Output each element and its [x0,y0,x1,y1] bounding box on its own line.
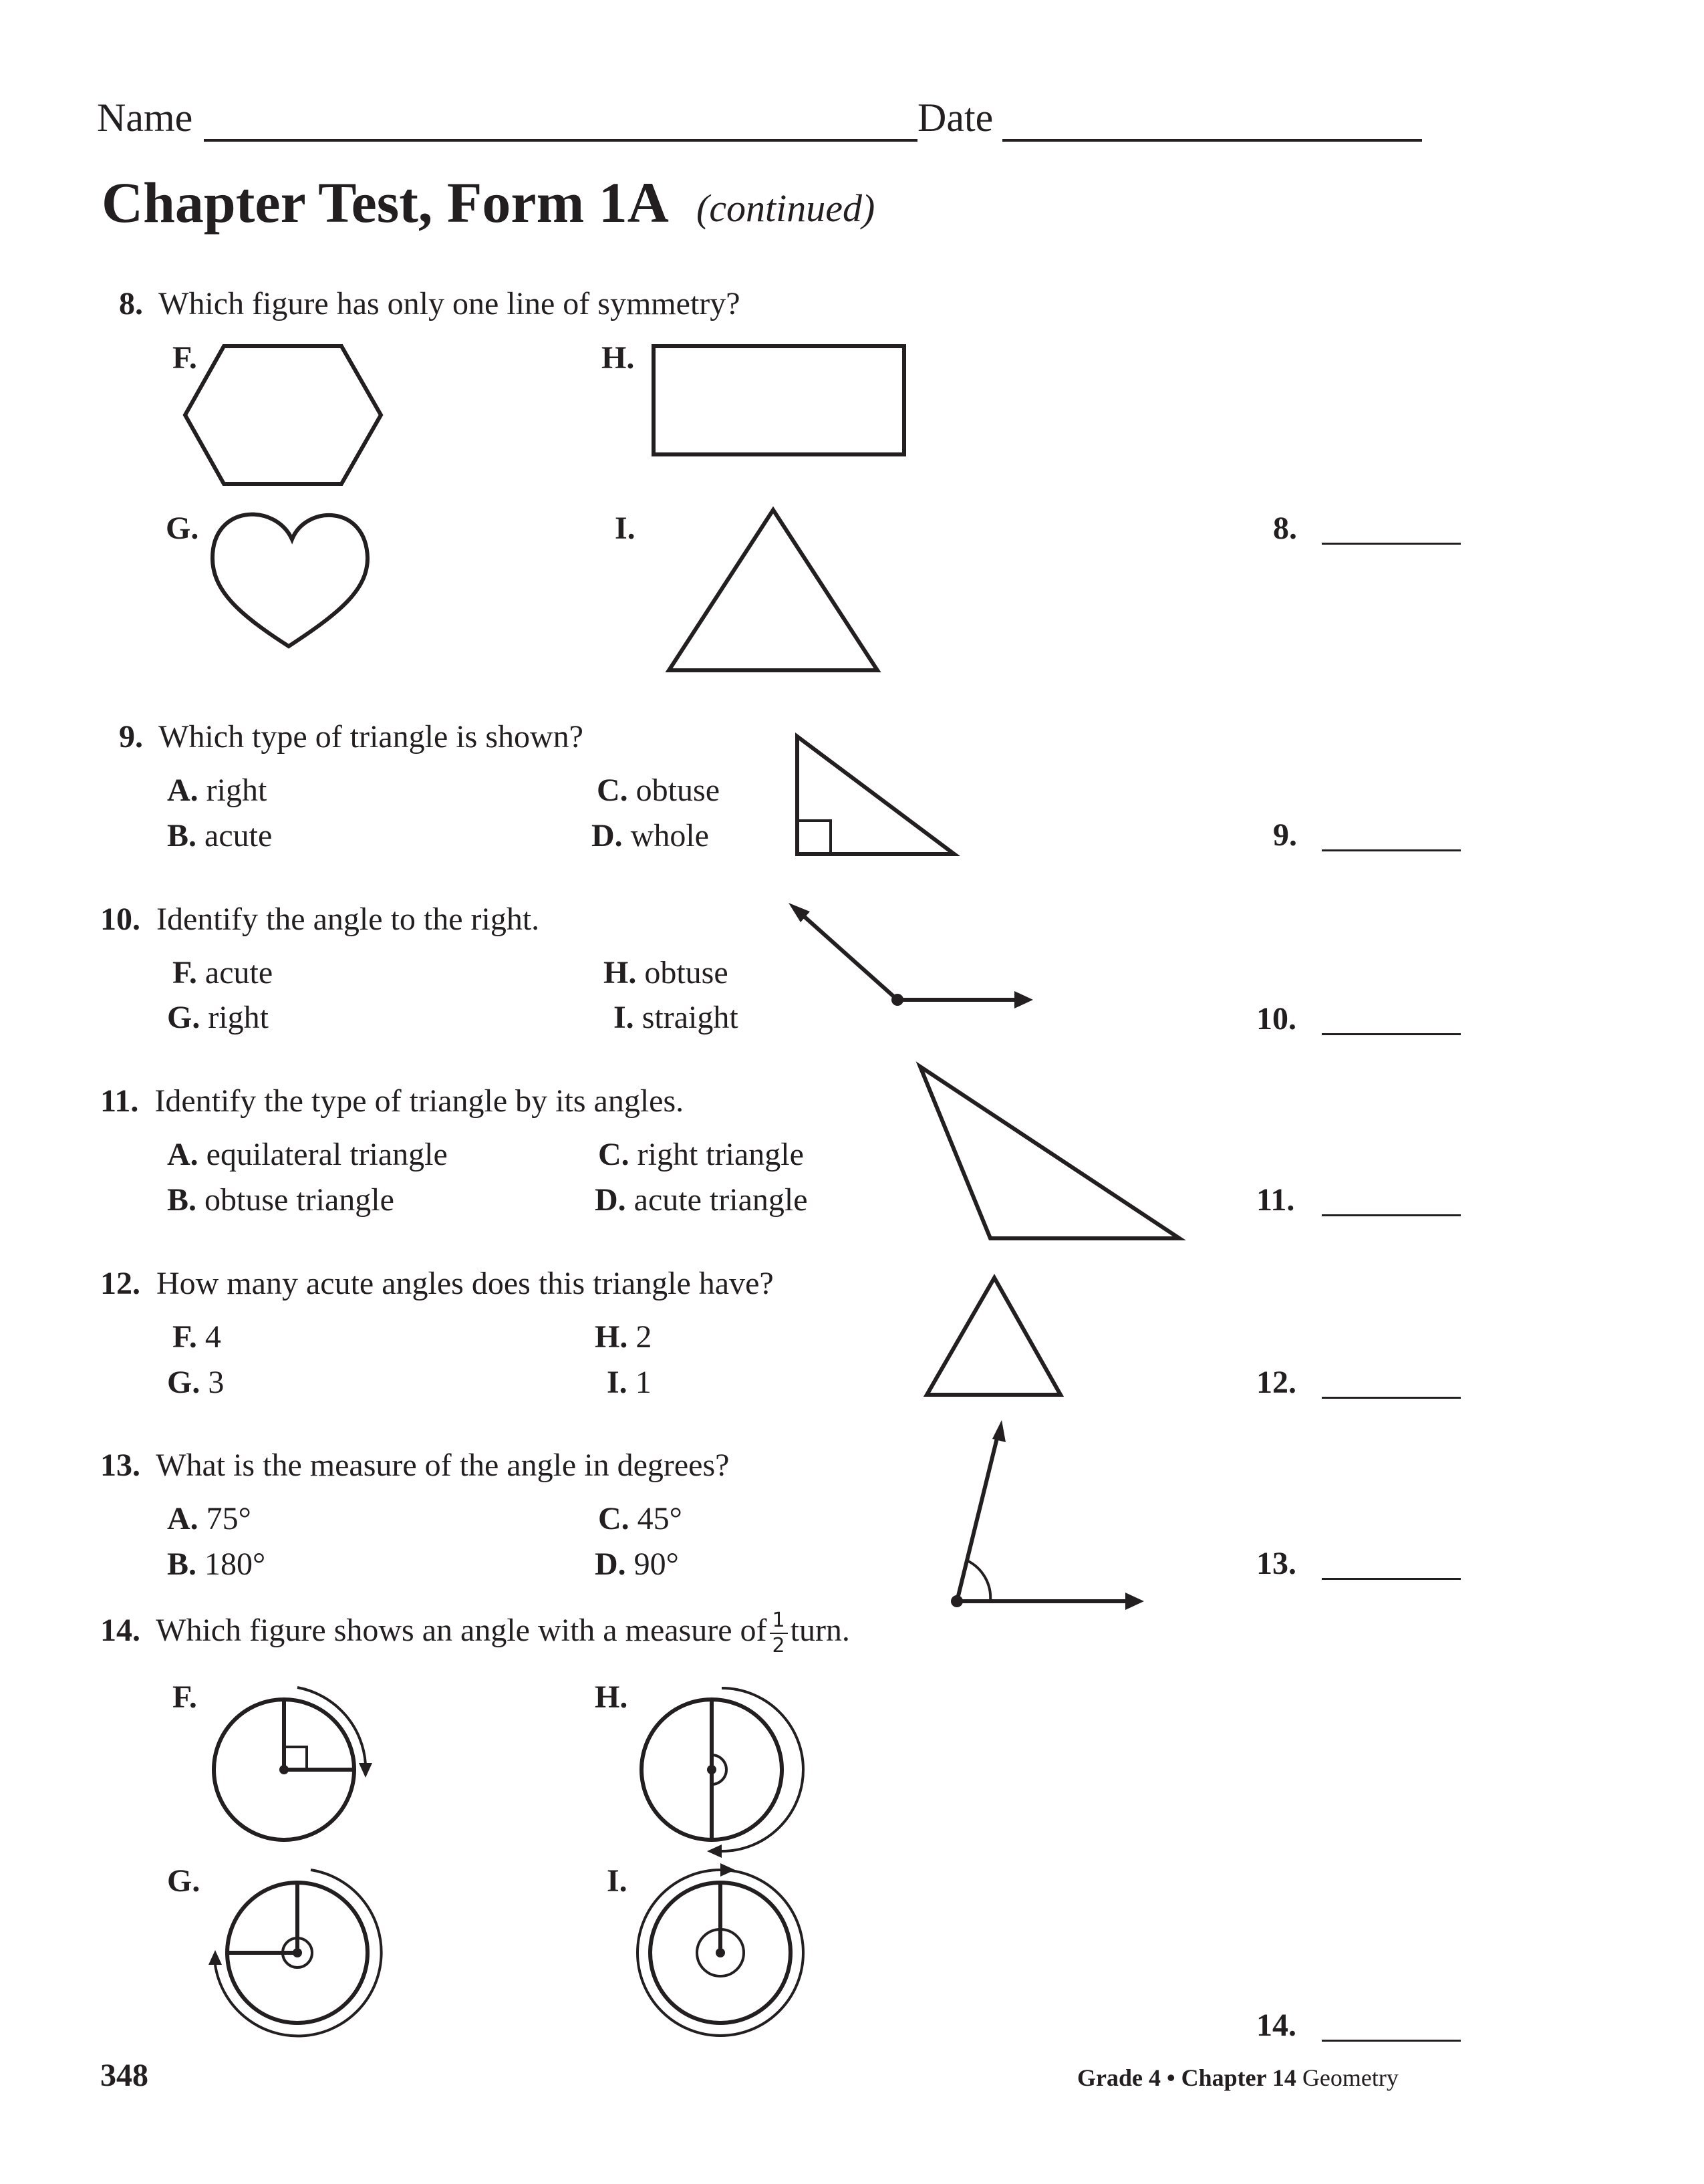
option-letter: F. [172,955,197,990]
option-text: 90° [633,1546,679,1582]
question-9 [119,718,583,755]
question-text: Which figure shows an angle with a measure of [156,1613,767,1649]
answer-label: 9. [1273,817,1297,853]
footer-chapter: Chapter 14 [1181,2064,1296,2091]
right-angle-mark [797,821,831,854]
question-11 [100,1083,684,1119]
arrowhead [1125,1593,1144,1610]
option-text: right triangle [637,1137,804,1172]
option-text: right [206,773,267,808]
option-text: acute triangle [633,1182,808,1218]
option-d[interactable] [595,1182,808,1218]
heart-figure[interactable] [212,515,368,646]
option-c[interactable] [598,1136,804,1173]
option-b[interactable] [167,1182,394,1218]
option-label: H. [601,340,635,376]
option-a[interactable] [167,1500,251,1537]
fraction-numerator: 1 [770,1611,788,1634]
fraction-denominator: 2 [772,1634,785,1657]
option-text: equilateral triangle [206,1137,448,1172]
option-b[interactable] [167,1546,265,1583]
question-number: 9. [119,719,143,755]
answer-blank[interactable] [1322,1214,1461,1216]
question-number: 14. [100,1613,140,1649]
center-dot [279,1765,289,1774]
obtuse-triangle-figure [920,1067,1179,1238]
vertex-dot [891,994,903,1006]
answer-label: 12. [1256,1365,1296,1400]
option-label: H. [595,1679,628,1715]
page-subtitle: (continued) [696,186,875,230]
option-text: 4 [204,1319,221,1355]
question-number: 10. [100,902,140,937]
answer-blank[interactable] [1322,1033,1461,1035]
equilateral-triangle-figure [927,1278,1060,1395]
option-text: 180° [204,1546,266,1582]
question-number: 8. [119,286,143,321]
answer-blank[interactable] [1322,849,1461,851]
option-h[interactable] [603,954,728,991]
option-text: obtuse [635,773,720,808]
option-letter: C. [598,1137,629,1172]
center-dot [716,1948,725,1957]
right-triangle-figure [797,736,954,854]
option-text: obtuse triangle [204,1182,394,1218]
answer-blank[interactable] [1322,2040,1461,2042]
option-text: 45° [637,1501,682,1536]
option-d[interactable] [595,1546,679,1583]
arrowhead [359,1763,372,1778]
footer-bullet: • [1166,2064,1175,2091]
option-i[interactable] [613,999,738,1036]
answer-label: 8. [1273,511,1297,546]
arrowhead [992,1420,1006,1442]
option-text: 2 [635,1319,652,1355]
option-h[interactable] [595,1319,652,1355]
option-d[interactable] [591,817,709,854]
option-text: straight [642,1000,738,1035]
arrowhead [707,1845,722,1858]
answer-blank[interactable] [1322,1578,1461,1580]
option-c[interactable] [597,772,720,809]
name-label: Name [97,96,193,140]
question-text: Identify the type of triangle by its angles. [154,1083,684,1119]
question-number: 12. [100,1266,140,1301]
option-letter: D. [595,1182,626,1218]
question-text: Which figure has only one line of symmetry? [158,286,740,321]
hexagon-figure[interactable] [185,346,381,484]
fraction [770,1611,788,1656]
arrowhead [208,1950,222,1965]
option-text: acute [204,818,273,853]
question-13 [100,1447,729,1484]
date-label: Date [917,96,994,140]
page-title: Chapter Test, Form 1A [102,170,669,235]
question-text: Identify the angle to the right. [156,902,540,937]
option-text: right [208,1000,269,1035]
answer-label: 11. [1256,1182,1295,1218]
rectangle-figure[interactable] [654,346,904,454]
option-letter: B. [167,818,197,853]
option-a[interactable] [167,772,267,809]
center-dot [293,1948,302,1957]
option-label: I. [607,1863,627,1899]
triangle-figure[interactable] [669,510,877,670]
option-text: 1 [635,1365,652,1400]
option-letter: C. [598,1501,629,1536]
question-text-end: turn. [790,1613,850,1649]
right-angle-mark [284,1747,307,1770]
option-c[interactable] [598,1500,682,1537]
option-letter: D. [591,818,623,853]
option-g[interactable] [167,999,269,1036]
option-f[interactable] [172,954,273,991]
question-text: Which type of triangle is shown? [158,719,583,755]
arrowhead [1014,991,1033,1008]
option-label: F. [172,1679,197,1715]
question-14 [100,1611,850,1656]
option-letter: I. [607,1365,627,1400]
turn-arc [722,1688,803,1851]
option-letter: I. [613,1000,634,1035]
answer-label: 13. [1256,1546,1296,1581]
option-label: G. [166,511,199,546]
option-f[interactable] [172,1319,221,1355]
option-letter: C. [597,773,628,808]
answer-label: 10. [1256,1001,1296,1037]
option-letter: A. [167,773,198,808]
answer-blank[interactable] [1322,543,1461,545]
option-text: 75° [206,1501,251,1536]
option-letter: B. [167,1546,197,1582]
option-label: F. [172,340,197,376]
question-10 [100,901,539,938]
center-dot [707,1765,716,1774]
vertex-dot [951,1595,963,1607]
option-letter: A. [167,1137,198,1172]
angle-arc [967,1560,990,1601]
footer-course [1077,2064,1399,2092]
answer-label: 14. [1256,2008,1296,2043]
question-12 [100,1265,774,1302]
option-text: 3 [208,1365,225,1400]
option-g[interactable] [167,1364,224,1401]
option-text: whole [630,818,709,853]
angle-ray [957,1436,998,1601]
option-letter: F. [172,1319,197,1355]
option-text: obtuse [644,955,728,990]
page-number: 348 [100,2058,148,2093]
angle-ray [798,911,897,1000]
footer-grade: Grade 4 [1077,2064,1161,2091]
option-letter: B. [167,1182,197,1218]
footer-subject: Geometry [1302,2064,1399,2091]
option-letter: H. [595,1319,628,1355]
option-a[interactable] [167,1136,448,1173]
option-label: G. [167,1863,200,1899]
option-letter: D. [595,1546,626,1582]
answer-blank[interactable] [1322,1397,1461,1399]
question-text: What is the measure of the angle in degrees? [156,1448,730,1483]
option-letter: H. [603,955,637,990]
question-text: How many acute angles does this triangle have? [156,1266,774,1301]
arrowhead [720,1863,735,1877]
option-letter: G. [167,1000,200,1035]
option-letter: A. [167,1501,198,1536]
option-letter: G. [167,1365,200,1400]
option-label: I. [615,511,635,546]
option-i[interactable] [607,1364,652,1401]
question-number: 11. [100,1083,139,1119]
option-text: acute [204,955,273,990]
option-b[interactable] [167,817,272,854]
question-number: 13. [100,1448,140,1483]
